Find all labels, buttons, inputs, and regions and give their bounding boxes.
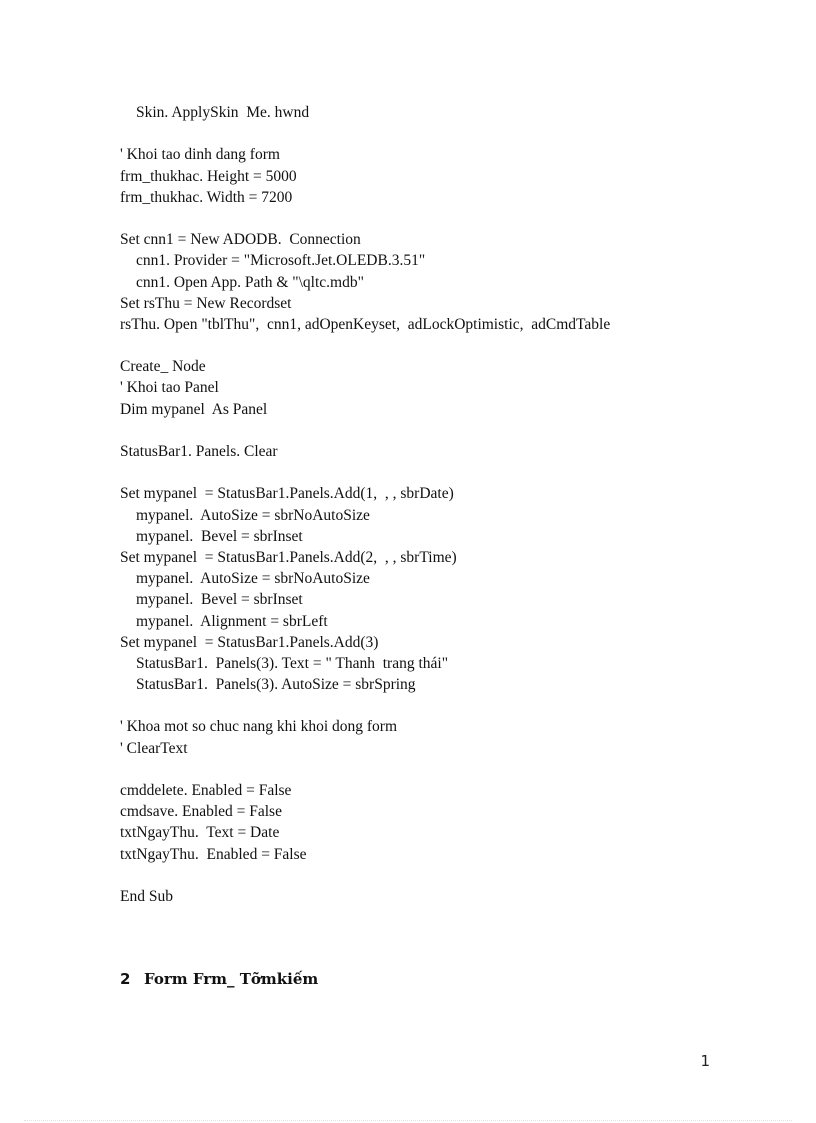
code-line: txtNgayThu. Enabled = False (120, 845, 307, 863)
code-line: Set mypanel = StatusBar1.Panels.Add(3) (120, 633, 379, 651)
code-line: mypanel. Bevel = sbrInset (136, 527, 303, 545)
code-line: Dim mypanel As Panel (120, 400, 268, 418)
blank-line (120, 865, 610, 886)
blank-line (120, 335, 610, 356)
blank-line (120, 208, 610, 229)
code-line: mypanel. AutoSize = sbrNoAutoSize (136, 506, 370, 524)
section-title: Form Frm_ Tỡmkiếm (144, 970, 319, 988)
code-line: cnn1. Provider = "Microsoft.Jet.OLEDB.3.51" (136, 252, 426, 270)
code-line: Create_ Node (120, 358, 206, 376)
code-listing (120, 102, 610, 907)
code-line: Skin. ApplySkin Me. hwnd (136, 104, 310, 121)
page-bottom-rule (24, 1120, 792, 1121)
code-line: Set mypanel = StatusBar1.Panels.Add(2, , , sbrTime) (120, 548, 457, 566)
code-line: ' ClearText (120, 739, 188, 757)
code-line: mypanel. Alignment = sbrLeft (136, 612, 328, 630)
code-line: frm_thukhac. Width = 7200 (120, 188, 293, 206)
code-line: cmdsave. Enabled = False (120, 803, 282, 821)
code-line: ' Khoi tao dinh dang form (120, 146, 280, 164)
code-line: ' Khoi tao Panel (120, 379, 219, 397)
code-line: StatusBar1. Panels. Clear (120, 443, 278, 460)
blank-line (120, 759, 610, 780)
code-line: mypanel. Bevel = sbrInset (136, 591, 303, 609)
blank-line (120, 462, 610, 483)
code-line: txtNgayThu. Text = Date (120, 824, 280, 842)
blank-line (120, 420, 610, 441)
code-line: rsThu. Open "tblThu", cnn1, adOpenKeyset, adLockOptimistic, adCmdTable (120, 315, 611, 333)
code-line: StatusBar1. Panels(3). Text = " Thanh trang thái" (136, 654, 449, 672)
blank-line (120, 123, 610, 144)
section-heading (120, 970, 318, 988)
page-number: 1 (700, 1052, 710, 1070)
code-line: End Sub (120, 887, 173, 905)
code-line: Set mypanel = StatusBar1.Panels.Add(1, , , sbrDate) (120, 485, 454, 503)
code-line: frm_thukhac. Height = 5000 (120, 167, 297, 185)
section-number: 2 (120, 970, 131, 988)
code-line: Set cnn1 = New ADODB. Connection (120, 231, 361, 249)
code-line: StatusBar1. Panels(3). AutoSize = sbrSpring (136, 676, 416, 694)
code-line: cnn1. Open App. Path & "\qltc.mdb" (136, 273, 364, 291)
blank-line (120, 695, 610, 716)
code-line: Set rsThu = New Recordset (120, 294, 292, 312)
code-line: cmddelete. Enabled = False (120, 782, 292, 799)
code-line: mypanel. AutoSize = sbrNoAutoSize (136, 570, 370, 588)
code-line: ' Khoa mot so chuc nang khi khoi dong form (120, 718, 398, 736)
